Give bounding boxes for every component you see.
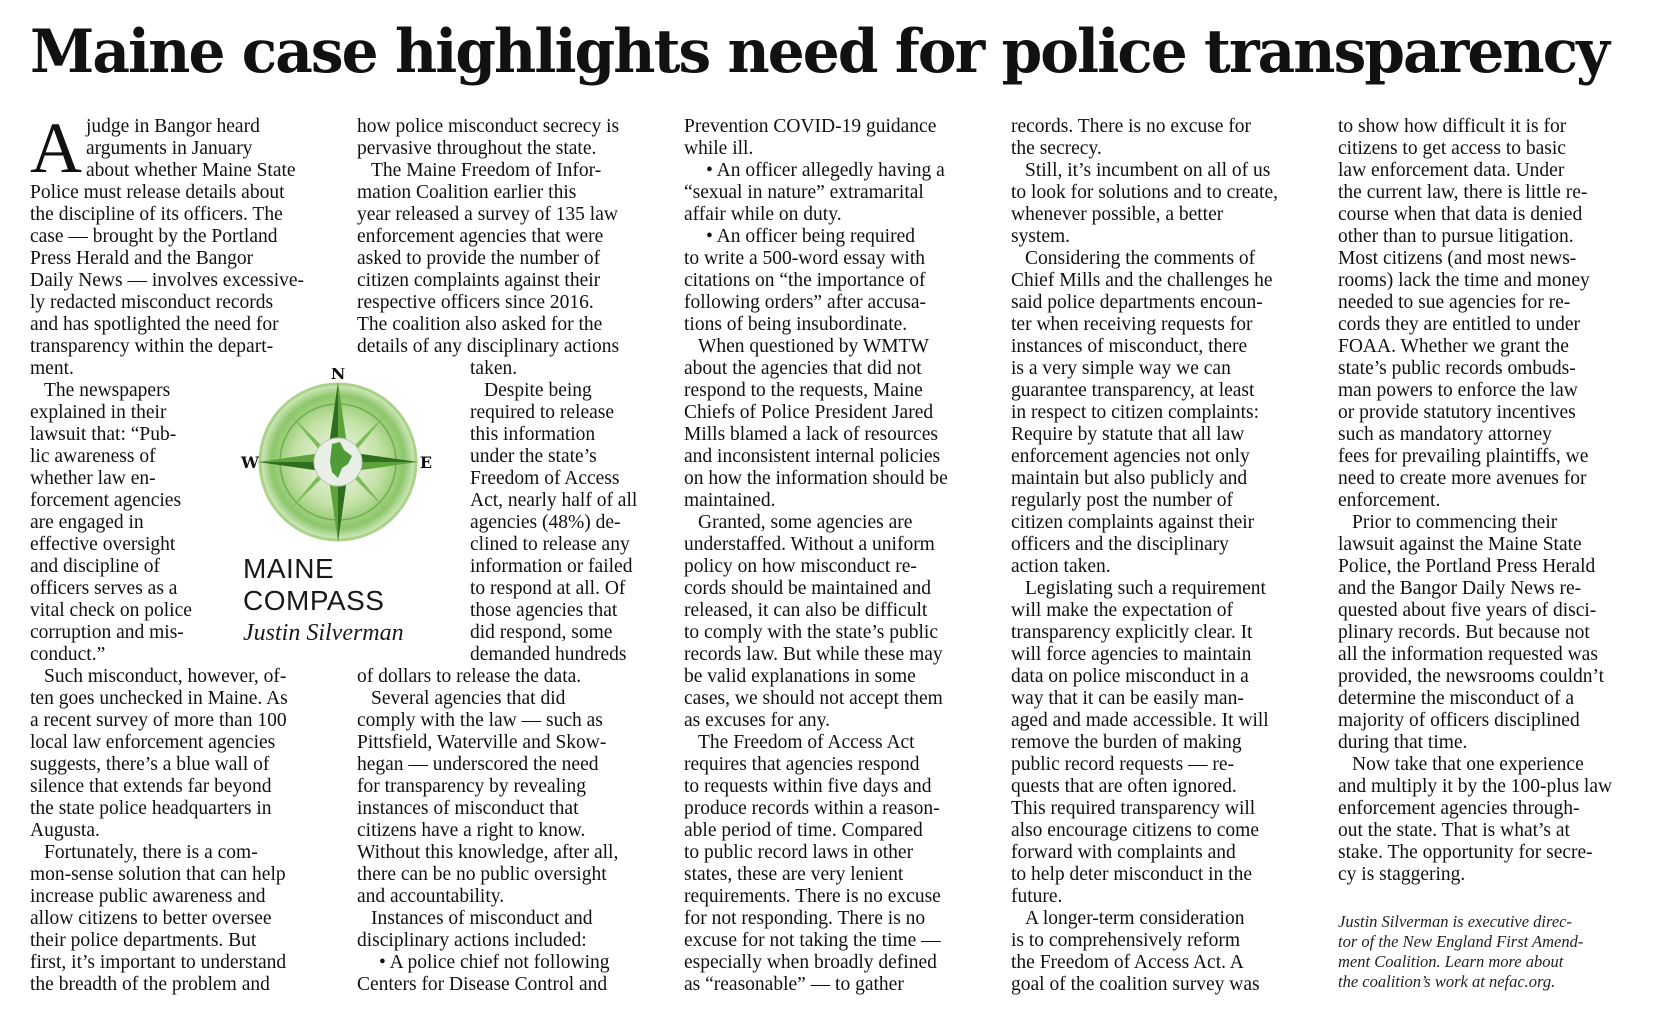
text-line: maintained.	[684, 490, 776, 511]
text-line: fees for prevailing plaintiffs, we	[1338, 446, 1589, 467]
text-line: data on police misconduct in a	[1011, 666, 1249, 687]
text-line: to look for solutions and to create,	[1011, 182, 1278, 203]
text-line: vital check on police	[30, 600, 192, 621]
text-line: understaffed. Without a uniform	[684, 534, 935, 555]
text-line: about whether Maine State	[86, 160, 296, 181]
text-line: and discipline of	[30, 556, 160, 577]
text-line: corruption and mis-	[30, 622, 184, 643]
text-line: while ill.	[684, 138, 754, 159]
text-line: for transparency by revealing	[357, 776, 587, 797]
bullet-item: • An officer allegedly having a	[706, 160, 945, 181]
text-line: judge in Bangor heard	[86, 116, 260, 137]
text-line: suggests, there’s a blue wall of	[30, 754, 270, 775]
text-line: information or failed	[470, 556, 633, 577]
text-line: case — brought by the Portland	[30, 226, 278, 247]
text-line: clined to release any	[470, 534, 630, 555]
text-line: of dollars to release the data.	[357, 666, 582, 687]
text-line: man powers to enforce the law	[1338, 380, 1578, 401]
text-line: Such misconduct, however, of-	[44, 666, 287, 687]
text-line: states, these are very lenient	[684, 864, 904, 885]
text-line: Mills blamed a lack of resources	[684, 424, 938, 445]
text-line: Without this knowledge, after all,	[357, 842, 619, 863]
text-line: conduct.”	[30, 644, 106, 665]
article-column-4	[1011, 116, 1323, 996]
text-line: Augusta.	[30, 820, 100, 841]
text-line: and the Bangor Daily News re-	[1338, 578, 1582, 599]
text-line: ter when receiving requests for	[1011, 314, 1253, 335]
text-line: state’s public records ombuds-	[1338, 358, 1576, 379]
text-line: are engaged in	[30, 512, 144, 533]
text-line: The Freedom of Access Act	[698, 732, 915, 753]
text-line: Fortunately, there is a com-	[44, 842, 258, 863]
text-line: silence that extends far beyond	[30, 776, 272, 797]
text-line: released, it can also be difficult	[684, 600, 928, 621]
text-line: the secrecy.	[1011, 138, 1102, 159]
text-line: excuse for not taking the time —	[684, 930, 941, 951]
bullet-item: • A police chief not following	[379, 952, 610, 973]
text-line: The coalition also asked for the	[357, 314, 603, 335]
text-line: respective officers since 2016.	[357, 292, 594, 313]
text-line: enforcement agencies not only	[1011, 446, 1250, 467]
text-line: for not responding. There is no	[684, 908, 926, 929]
text-line: to show how difficult it is for	[1338, 116, 1567, 137]
text-line: instances of misconduct, there	[1011, 336, 1248, 357]
text-line: requires that agencies respond	[684, 754, 920, 775]
text-line: stake. The opportunity for secre-	[1338, 842, 1593, 863]
column-label-line: MAINE	[243, 553, 335, 584]
text-line: lawsuit that: “Pub-	[30, 424, 177, 445]
text-line: Considering the comments of	[1025, 248, 1256, 269]
article-column-3	[684, 116, 996, 996]
text-line: Legislating such a requirement	[1025, 578, 1266, 599]
text-line: Police must release details about	[30, 182, 285, 203]
text-line: citizen complaints against their	[1011, 512, 1255, 533]
text-line: also encourage citizens to come	[1011, 820, 1259, 841]
text-line: Police, the Portland Press Herald	[1338, 556, 1596, 577]
bullet-item: • An officer being required	[706, 226, 915, 247]
text-line: arguments in January	[86, 138, 253, 159]
text-line: pervasive throughout the state.	[357, 138, 597, 159]
text-line: in respect to citizen complaints:	[1011, 402, 1260, 423]
text-line: explained in their	[30, 402, 167, 423]
compass-letter-e: E	[419, 453, 433, 472]
text-line: This required transparency will	[1011, 798, 1256, 819]
bio-line: tor of the New England First Amend-	[1338, 932, 1584, 951]
text-line: When questioned by WMTW	[698, 336, 929, 357]
text-line: as excuses for any.	[684, 710, 831, 731]
text-line: tions of being insubordinate.	[684, 314, 908, 335]
text-line: able period of time. Compared	[684, 820, 923, 841]
text-line: did respond, some	[470, 622, 613, 643]
text-line: quested about five years of disci-	[1338, 600, 1597, 621]
text-line: determine the misconduct of a	[1338, 688, 1575, 709]
text-line: requirements. There is no excuse	[684, 886, 941, 907]
text-line: about the agencies that did not	[684, 358, 922, 379]
text-line: all the information requested was	[1338, 644, 1598, 665]
text-line: on how the information should be	[684, 468, 948, 489]
text-line: Despite being	[484, 380, 592, 401]
text-line: cords they are entitled to under	[1338, 314, 1581, 335]
text-line: Granted, some agencies are	[698, 512, 913, 533]
text-line: agencies (48%) de-	[470, 512, 621, 533]
text-line: local law enforcement agencies	[30, 732, 276, 753]
author-bio	[1338, 912, 1650, 992]
text-line: the current law, there is little re-	[1338, 182, 1588, 203]
text-line: affair while on duty.	[684, 204, 842, 225]
text-line: under the state’s	[470, 446, 597, 467]
bio-line: ment Coalition. Learn more about	[1338, 952, 1564, 971]
byline: Justin Silverman	[243, 620, 404, 646]
text-line: lic awareness of	[30, 446, 156, 467]
text-line: hegan — underscored the need	[357, 754, 599, 775]
text-line: and accountability.	[357, 886, 505, 907]
text-line: Daily News — involves excessive-	[30, 270, 305, 291]
text-line: whether law en-	[30, 468, 156, 489]
text-line: provided, the newsrooms couldn’t	[1338, 666, 1605, 687]
text-line: said police departments encoun-	[1011, 292, 1263, 313]
text-line: Most citizens (and most news-	[1338, 248, 1577, 269]
text-line: especially when broadly defined	[684, 952, 937, 973]
text-line: action taken.	[1011, 556, 1111, 577]
drop-cap: A	[30, 108, 82, 188]
text-line: respond to the requests, Maine	[684, 380, 923, 401]
text-line: ten goes unchecked in Maine. As	[30, 688, 288, 709]
text-line: course when that data is denied	[1338, 204, 1583, 225]
text-line: future.	[1011, 886, 1063, 907]
text-line: their police departments. But	[30, 930, 257, 951]
text-line: maintain but also publicly and	[1011, 468, 1248, 489]
text-line: increase public awareness and	[30, 886, 266, 907]
text-line: Several agencies that did	[371, 688, 566, 709]
text-line: A longer-term consideration	[1025, 908, 1245, 929]
text-line: Chief Mills and the challenges he	[1011, 270, 1273, 291]
text-line: will force agencies to maintain	[1011, 644, 1252, 665]
text-line: details of any disciplinary actions	[357, 336, 620, 357]
text-line: to respond at all. Of	[470, 578, 626, 599]
text-line: remove the burden of making	[1011, 732, 1242, 753]
text-line: enforcement agencies through-	[1338, 798, 1580, 819]
text-line: needed to sue agencies for re-	[1338, 292, 1571, 313]
text-line: required to release	[470, 402, 615, 423]
text-line: other than to pursue litigation.	[1338, 226, 1574, 247]
text-line: records. There is no excuse for	[1011, 116, 1252, 137]
text-line: Pittsfield, Waterville and Skow-	[357, 732, 607, 753]
text-line: officers and the disciplinary	[1011, 534, 1229, 555]
text-line: transparency within the depart-	[30, 336, 274, 357]
text-line: Prior to commencing their	[1352, 512, 1558, 533]
text-line: policy on how misconduct re-	[684, 556, 917, 577]
text-line: records law. But while these may	[684, 644, 943, 665]
article-column-5	[1338, 116, 1650, 886]
text-line: guarantee transparency, at least	[1011, 380, 1255, 401]
text-line: how police misconduct secrecy is	[357, 116, 620, 137]
text-line: Act, nearly half of all	[470, 490, 638, 511]
text-line: to public record laws in other	[684, 842, 914, 863]
text-line: Now take that one experience	[1352, 754, 1584, 775]
text-line: Chiefs of Police President Jared	[684, 402, 934, 423]
text-line: ment.	[30, 358, 74, 379]
column-label-line: COMPASS	[243, 585, 385, 616]
text-line: taken.	[470, 358, 518, 379]
text-line: whenever possible, a better	[1011, 204, 1224, 225]
text-line: citations on “the importance of	[684, 270, 926, 291]
text-line: instances of misconduct that	[357, 798, 579, 819]
text-line: comply with the law — such as	[357, 710, 603, 731]
text-line: the discipline of its officers. The	[30, 204, 283, 225]
text-line: public record requests — re-	[1011, 754, 1235, 775]
text-line: the state police headquarters in	[30, 798, 272, 819]
text-line: those agencies that	[470, 600, 618, 621]
column-label	[243, 553, 384, 617]
text-line: cords should be maintained and	[684, 578, 931, 599]
text-line: a recent survey of more than 100	[30, 710, 287, 731]
text-line: lawsuit against the Maine State	[1338, 534, 1582, 555]
compass-letter-w: W	[241, 453, 259, 472]
text-line: year released a survey of 135 law	[357, 204, 618, 225]
text-line: majority of officers disciplined	[1338, 710, 1580, 731]
text-line: Freedom of Access	[470, 468, 620, 489]
text-line: goal of the coalition survey was	[1011, 974, 1260, 995]
text-line: forcement agencies	[30, 490, 182, 511]
text-line: ly redacted misconduct records	[30, 292, 274, 313]
text-line: as “reasonable” — to gather	[684, 974, 904, 995]
text-line: enforcement agencies that were	[357, 226, 604, 247]
text-line: rooms) lack the time and money	[1338, 270, 1590, 291]
text-line: allow citizens to better oversee	[30, 908, 272, 929]
compass-rose-icon	[240, 368, 436, 548]
text-line: is a very simple way we can	[1011, 358, 1231, 379]
text-line: to write a 500-word essay with	[684, 248, 925, 269]
text-line: citizens to get access to basic	[1338, 138, 1566, 159]
text-line: Press Herald and the Bangor	[30, 248, 254, 269]
text-line: there can be no public oversight	[357, 864, 607, 885]
text-line: cases, we should not accept them	[684, 688, 943, 709]
text-line: The newspapers	[44, 380, 171, 401]
text-line: citizens have a right to know.	[357, 820, 586, 841]
text-line: The Maine Freedom of Infor-	[371, 160, 602, 181]
text-line: asked to provide the number of	[357, 248, 601, 269]
text-line: aged and made accessible. It will	[1011, 710, 1269, 731]
text-line: the Freedom of Access Act. A	[1011, 952, 1244, 973]
text-line: citizen complaints against their	[357, 270, 601, 291]
text-line: is to comprehensively reform	[1011, 930, 1241, 951]
text-line: Centers for Disease Control and	[357, 974, 608, 995]
text-line: this information	[470, 424, 596, 445]
text-line: system.	[1011, 226, 1071, 247]
text-line: forward with complaints and	[1011, 842, 1236, 863]
text-line: regularly post the number of	[1011, 490, 1234, 511]
text-line: and has spotlighted the need for	[30, 314, 279, 335]
text-line: produce records within a reason-	[684, 798, 940, 819]
text-line: Instances of misconduct and	[371, 908, 593, 929]
text-line: first, it’s important to understand	[30, 952, 287, 973]
text-line: Prevention COVID-19 guidance	[684, 116, 937, 137]
text-line: Still, it’s incumbent on all of us	[1025, 160, 1271, 181]
text-line: demanded hundreds	[470, 644, 627, 665]
text-line: “sexual in nature” extramarital	[684, 182, 924, 203]
text-line: need to create more avenues for	[1338, 468, 1587, 489]
headline: Maine case highlights need for police transparency	[30, 17, 1608, 87]
text-line: during that time.	[1338, 732, 1468, 753]
text-line: will make the expectation of	[1011, 600, 1234, 621]
text-line: law enforcement data. Under	[1338, 160, 1565, 181]
text-line: out the state. That is what’s at	[1338, 820, 1570, 841]
text-line: Require by statute that all law	[1011, 424, 1245, 445]
text-line: transparency explicitly clear. It	[1011, 622, 1253, 643]
text-line: officers serves as a	[30, 578, 178, 599]
text-line: quests that are often ignored.	[1011, 776, 1237, 797]
text-line: FOAA. Whether we grant the	[1338, 336, 1569, 357]
text-line: following orders” after accusa-	[684, 292, 927, 313]
text-line: and multiply it by the 100-plus law	[1338, 776, 1613, 797]
text-line: to comply with the state’s public	[684, 622, 939, 643]
text-line: disciplinary actions included:	[357, 930, 587, 951]
bio-line: Justin Silverman is executive direc-	[1338, 912, 1572, 931]
text-line: mation Coalition earlier this	[357, 182, 577, 203]
text-line: such as mandatory attorney	[1338, 424, 1552, 445]
text-line: plinary records. But because not	[1338, 622, 1590, 643]
compass-letter-n: N	[330, 368, 346, 383]
text-line: and inconsistent internal policies	[684, 446, 941, 467]
text-line: enforcement.	[1338, 490, 1441, 511]
text-line: or provide statutory incentives	[1338, 402, 1576, 423]
text-line: way that it can be easily man-	[1011, 688, 1244, 709]
text-line: to help deter misconduct in the	[1011, 864, 1252, 885]
text-line: the breadth of the problem and	[30, 974, 270, 995]
text-line: cy is staggering.	[1338, 864, 1466, 885]
text-line: mon-sense solution that can help	[30, 864, 286, 885]
text-line: effective oversight	[30, 534, 176, 555]
text-line: to requests within five days and	[684, 776, 932, 797]
bio-line: the coalition’s work at nefac.org.	[1338, 972, 1556, 991]
text-line: be valid explanations in some	[684, 666, 916, 687]
